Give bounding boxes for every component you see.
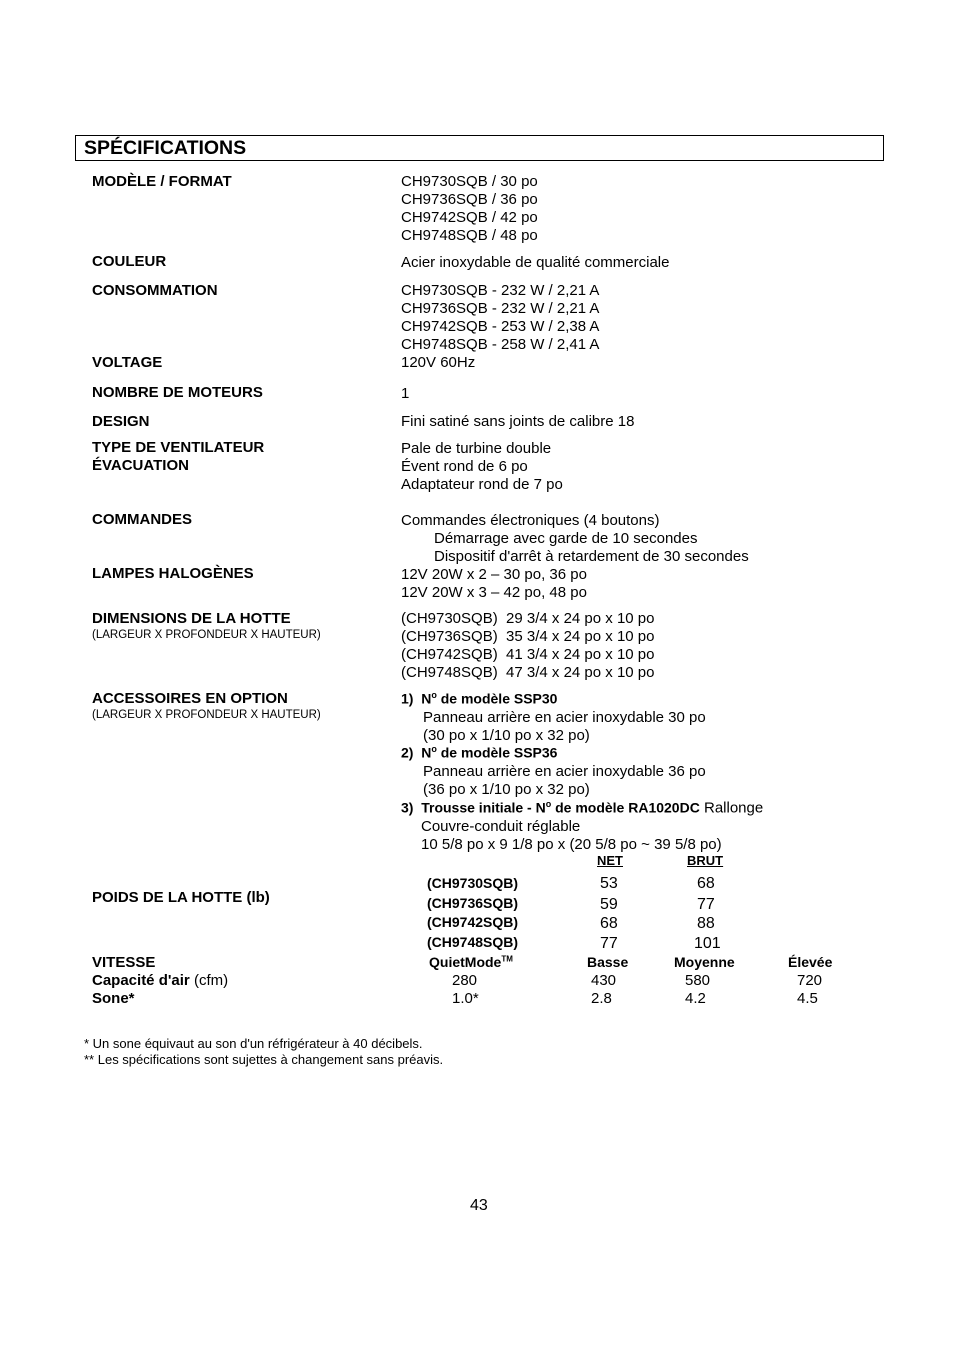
accessory-2-title [401,744,557,761]
accessories-sublabel: (LARGEUR X PROFONDEUR X HAUTEUR) [92,709,321,721]
accessory-3-title [401,799,763,817]
speed-header-medium: Moyenne [674,954,735,970]
consumption-values [401,282,599,354]
speed-label: VITESSE [92,954,156,971]
design-value: Fini satiné sans joints de calibre 18 [401,413,635,430]
consumption-value: CH9730SQB - 232 W / 2,21 A [401,282,600,299]
controls-value: Démarrage avec garde de 10 secondes [434,530,698,547]
motors-label: NOMBRE DE MOTEURS [92,384,263,401]
controls-value: Dispositif d'arrêt à retardement de 30 secondes [434,548,749,565]
lamps-label: LAMPES HALOGÈNES [92,565,254,582]
airflow-label [92,972,228,989]
fan-value: Évent rond de 6 po [401,458,528,475]
airflow-high: 720 [797,972,823,989]
weight-row-gross: 101 [694,935,721,952]
fan-values [401,440,563,494]
dimensions-value: (CH9736SQB) 35 3/4 x 24 po x 10 po [401,628,655,645]
sone-medium: 4.2 [685,990,706,1007]
fan-labels [92,439,264,475]
fan-type-label: TYPE DE VENTILATEUR [92,439,265,456]
footnote-sone: * Un sone équivaut au son d'un réfrigérateur à 40 décibels. [84,1036,423,1051]
accessory-1-line: (30 po x 1/10 po x 32 po) [423,727,590,744]
model-value: CH9730SQB / 30 po [401,173,538,190]
lamps-value: 12V 20W x 3 – 42 po, 48 po [401,584,587,601]
sone-label: Sone* [92,990,135,1007]
weight-row-gross: 68 [697,875,715,892]
speed-header-high: Élevée [788,954,833,970]
accessory-1-prefix: 1) N [401,690,432,707]
accessories-label: ACCESSOIRES EN OPTION [92,690,288,707]
weight-label: POIDS DE LA HOTTE (lb) [92,889,270,906]
footnote-specs: ** Les spécifications sont sujettes à changement sans préavis. [84,1052,444,1067]
consumption-value: CH9742SQB - 253 W / 2,38 A [401,318,600,335]
sone-low: 2.8 [591,990,612,1007]
model-values [401,173,538,245]
accessory-3-prefix: 3) Trousse initiale - N [401,799,546,816]
airflow-medium: 580 [685,972,711,989]
accessory-1-name: de modèle SSP30 [436,690,558,707]
weight-row-net: 68 [600,915,618,932]
weight-row-model: (CH9730SQB) [427,875,519,891]
weight-net-header: NET [597,853,623,868]
accessory-1-sup: o [431,690,437,700]
motors-value: 1 [401,385,410,402]
accessory-3-line: Couvre-conduit réglable [421,818,581,835]
weight-row-model: (CH9742SQB) [427,914,519,930]
voltage-value: 120V 60Hz [401,354,476,371]
lamps-value: 12V 20W x 2 – 30 po, 36 po [401,566,587,583]
accessory-3-extra: Rallonge [699,799,764,817]
color-label: COULEUR [92,253,167,270]
accessory-3-line: 10 5/8 po x 9 1/8 po x (20 5/8 po ~ 39 5/8 po) [421,836,722,853]
exhaust-label: ÉVACUATION [92,457,189,474]
sone-quietmode: 1.0* [452,990,479,1007]
consumption-value: CH9748SQB - 258 W / 2,41 A [401,336,600,353]
accessory-2-prefix: 2) N [401,744,432,761]
speed-header-quietmode [429,954,513,970]
page-number: 43 [470,1197,488,1214]
dimensions-sublabel: (LARGEUR X PROFONDEUR X HAUTEUR) [92,629,321,641]
consumption-value: CH9736SQB - 232 W / 2,21 A [401,300,600,317]
accessory-1-line: Panneau arrière en acier inoxydable 30 po [423,709,706,726]
dimensions-value: (CH9730SQB) 29 3/4 x 24 po x 10 po [401,610,655,627]
model-value: CH9742SQB / 42 po [401,209,538,226]
accessory-1-details [423,709,706,745]
model-value: CH9736SQB / 36 po [401,191,538,208]
color-value: Acier inoxydable de qualité commerciale [401,254,670,271]
accessory-2-sup: o [431,744,437,754]
accessory-2-line: (36 po x 1/10 po x 32 po) [423,781,590,798]
weight-row-net: 59 [600,896,618,913]
accessory-2-line: Panneau arrière en acier inoxydable 36 po [423,763,706,780]
weight-row-gross: 88 [697,915,715,932]
controls-label: COMMANDES [92,511,192,528]
fan-value: Pale de turbine double [401,440,552,457]
consumption-label: CONSOMMATION [92,282,218,299]
speed-header-quietmode-text: QuietMode [429,954,502,970]
airflow-unit: (cfm) [189,972,229,989]
dimensions-value: (CH9742SQB) 41 3/4 x 24 po x 10 po [401,646,655,663]
page-title: SPÉCIFICATIONS [84,137,247,159]
accessory-3-name: de modèle RA1020DC [551,799,700,816]
section-title-box [75,135,884,161]
weight-row-net: 53 [600,875,618,892]
model-value: CH9748SQB / 48 po [401,227,538,244]
sone-high: 4.5 [797,990,818,1007]
weight-row-model: (CH9736SQB) [427,895,519,911]
controls-values [401,512,749,566]
fan-value: Adaptateur rond de 7 po [401,476,563,493]
trademark-sup: TM [501,954,513,964]
accessory-3-sup: o [545,799,552,809]
accessory-2-name: de modèle SSP36 [436,744,558,761]
dimensions-values [401,610,654,682]
dimensions-label: DIMENSIONS DE LA HOTTE [92,610,291,627]
accessory-1-title [401,690,557,707]
controls-value: Commandes électroniques (4 boutons) [401,512,660,529]
accessory-2-details [423,763,706,799]
dimensions-value: (CH9748SQB) 47 3/4 x 24 po x 10 po [401,664,655,681]
airflow-label-text: Capacité d'air [92,972,190,989]
weight-row-net: 77 [600,935,618,952]
speed-header-low: Basse [587,954,629,970]
weight-row-gross: 77 [697,896,715,913]
weight-row-model: (CH9748SQB) [427,934,519,950]
voltage-label: VOLTAGE [92,354,163,371]
accessory-3-details [421,818,722,854]
airflow-low: 430 [591,972,617,989]
design-label: DESIGN [92,413,150,430]
model-label: MODÈLE / FORMAT [92,173,232,190]
weight-gross-header: BRUT [687,853,724,868]
lamps-values [401,566,587,602]
airflow-quietmode: 280 [452,972,478,989]
